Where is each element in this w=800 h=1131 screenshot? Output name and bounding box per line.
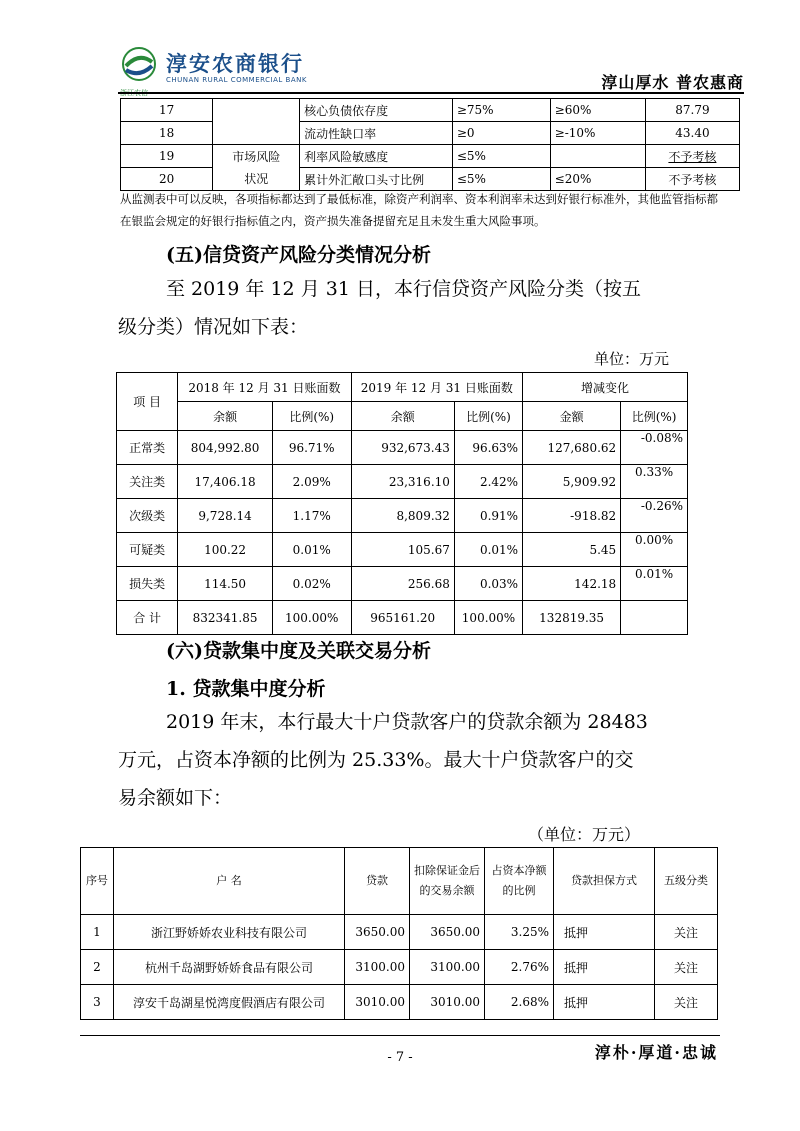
class-name: 正常类 <box>117 431 178 465</box>
header-ratio: 占资本净额的比例 <box>485 848 554 915</box>
client-guarantee: 抵押 <box>554 985 655 1020</box>
group-header-change: 增减变化 <box>523 373 688 402</box>
change-ratio: 0.01% <box>621 567 688 601</box>
indicator-standard: ≥75% <box>452 99 550 122</box>
group-header-2018: 2018 年 12 月 31 日账面数 <box>178 373 351 402</box>
indicator-good-standard <box>550 145 645 168</box>
table-row <box>117 533 688 567</box>
balance-2018: 17,406.18 <box>178 465 273 499</box>
table-row <box>117 431 688 465</box>
client-net-balance: 3650.00 <box>410 915 485 950</box>
indicator-name: 流动性缺口率 <box>300 122 453 145</box>
section-6-unit: （单位：万元） <box>528 825 641 844</box>
indicator-value: 87.79 <box>645 99 739 122</box>
change-amount: 5,909.92 <box>523 465 621 499</box>
table-header-row <box>81 848 718 915</box>
client-guarantee: 抵押 <box>554 950 655 985</box>
indicator-good-standard: ≥-10% <box>550 122 645 145</box>
logo-subtext: 浙江农信 <box>120 89 148 97</box>
total-balance-2018: 832341.85 <box>178 601 273 635</box>
ratio-2018: 0.01% <box>272 533 351 567</box>
category-label-line2: 状况 <box>213 168 300 191</box>
change-amount: -918.82 <box>523 499 621 533</box>
client-number: 1 <box>81 915 114 950</box>
balance-2019: 105.67 <box>351 533 454 567</box>
table-row <box>81 985 718 1020</box>
total-balance-2019: 965161.20 <box>351 601 454 635</box>
subheader-ratio-2019: 比例(%) <box>454 402 522 431</box>
header-divider <box>118 92 744 94</box>
class-name: 关注类 <box>117 465 178 499</box>
table-row <box>121 145 740 168</box>
indicator-standard: ≥0 <box>452 122 550 145</box>
indicator-value: 不予考核 <box>645 168 739 191</box>
indicator-value: 不予考核 <box>645 145 739 168</box>
section-5-paragraph-line2: 级分类）情况如下表： <box>118 316 309 338</box>
table-row <box>117 499 688 533</box>
header-slogan: 淳山厚水 普农惠商 <box>601 73 744 92</box>
section-6-title: (六)贷款集中度及关联交易分析 <box>166 640 431 662</box>
row-number: 18 <box>121 122 213 145</box>
indicator-table <box>120 98 740 191</box>
header-classification: 五级分类 <box>655 848 718 915</box>
class-name: 损失类 <box>117 567 178 601</box>
client-ratio: 3.25% <box>485 915 554 950</box>
ratio-2018: 1.17% <box>272 499 351 533</box>
client-classification: 关注 <box>655 915 718 950</box>
balance-2019: 8,809.32 <box>351 499 454 533</box>
client-ratio: 2.68% <box>485 985 554 1020</box>
subheader-balance-2019: 余额 <box>351 402 454 431</box>
ratio-2018: 96.71% <box>272 431 351 465</box>
client-loan: 3010.00 <box>345 985 410 1020</box>
row-number: 19 <box>121 145 213 168</box>
page-number: - 7 - <box>387 1050 413 1065</box>
header-name: 户 名 <box>114 848 345 915</box>
indicator-name: 累计外汇敞口头寸比例 <box>300 168 453 191</box>
subheader-ratio-2018: 比例(%) <box>272 402 351 431</box>
client-name: 杭州千岛湖野娇娇食品有限公司 <box>114 950 345 985</box>
change-amount: 127,680.62 <box>523 431 621 465</box>
total-ratio-2019: 100.00% <box>454 601 522 635</box>
balance-2018: 100.22 <box>178 533 273 567</box>
row-number: 17 <box>121 99 213 122</box>
table-total-row <box>117 601 688 635</box>
category-cell-empty <box>213 99 300 145</box>
balance-2018: 9,728.14 <box>178 499 273 533</box>
client-loan: 3100.00 <box>345 950 410 985</box>
section-6-paragraph-line1: 2019 年末，本行最大十户贷款客户的贷款余额为 28483 <box>166 711 648 733</box>
indicator-name: 利率风险敏感度 <box>300 145 453 168</box>
change-amount: 5.45 <box>523 533 621 567</box>
indicator-value: 43.40 <box>645 122 739 145</box>
client-classification: 关注 <box>655 950 718 985</box>
subheader-change-ratio: 比例(%) <box>621 402 688 431</box>
table-subheader-row <box>117 402 688 431</box>
section-6-subtitle: 1. 贷款集中度分析 <box>166 678 326 700</box>
client-guarantee: 抵押 <box>554 915 655 950</box>
subheader-balance-2018: 余额 <box>178 402 273 431</box>
table-row <box>81 915 718 950</box>
client-name: 淳安千岛湖星悦湾度假酒店有限公司 <box>114 985 345 1020</box>
indicator-standard: ≤5% <box>452 168 550 191</box>
class-name: 次级类 <box>117 499 178 533</box>
indicator-name: 核心负债依存度 <box>300 99 453 122</box>
ratio-2018: 2.09% <box>272 465 351 499</box>
footer-divider <box>80 1035 720 1036</box>
header-net-balance: 扣除保证金后的交易余额 <box>410 848 485 915</box>
balance-2019: 256.68 <box>351 567 454 601</box>
change-ratio: -0.26% <box>621 499 688 533</box>
indicator-standard: ≤5% <box>452 145 550 168</box>
total-label: 合 计 <box>117 601 178 635</box>
ratio-2019: 0.01% <box>454 533 522 567</box>
balance-2019: 932,673.43 <box>351 431 454 465</box>
subheader-change-amount: 金额 <box>523 402 621 431</box>
ratio-2019: 96.63% <box>454 431 522 465</box>
item-header: 项 目 <box>117 373 178 431</box>
section-5-paragraph-line1: 至 2019 年 12 月 31 日，本行信贷资产风险分类（按五 <box>166 278 641 300</box>
header-number: 序号 <box>81 848 114 915</box>
ratio-2019: 2.42% <box>454 465 522 499</box>
indicator-good-standard: ≥60% <box>550 99 645 122</box>
total-change-ratio <box>621 601 688 635</box>
client-classification: 关注 <box>655 985 718 1020</box>
table-row <box>81 950 718 985</box>
ratio-2018: 0.02% <box>272 567 351 601</box>
indicator-good-standard: ≤20% <box>550 168 645 191</box>
table-header-row <box>117 373 688 402</box>
classification-table <box>116 372 688 635</box>
section-6-paragraph-line3: 易余额如下： <box>118 787 233 809</box>
footer-motto: 淳朴·厚道·忠诚 <box>594 1043 718 1062</box>
table-row <box>117 567 688 601</box>
change-amount: 142.18 <box>523 567 621 601</box>
ratio-2019: 0.03% <box>454 567 522 601</box>
client-ratio: 2.76% <box>485 950 554 985</box>
class-name: 可疑类 <box>117 533 178 567</box>
section-6-paragraph-line2: 万元，占资本净额的比例为 25.33%。最大十户贷款客户的交 <box>118 749 634 771</box>
bank-name-en: CHUNAN RURAL COMMERCIAL BANK <box>166 76 307 84</box>
page-header <box>118 38 744 98</box>
header-loan: 贷款 <box>345 848 410 915</box>
change-ratio: 0.33% <box>621 465 688 499</box>
client-number: 2 <box>81 950 114 985</box>
table-row <box>121 99 740 122</box>
ratio-2019: 0.91% <box>454 499 522 533</box>
indicator-note: 从监测表中可以反映，各项指标都达到了最低标准，除资产利润率、资本利润率未达到好银行标准外，其他监管指标都在银监会规定的好银行指标值之内，资产损失准备提留充足且未发生重大风险事项。 <box>120 192 718 228</box>
table-row <box>117 465 688 499</box>
balance-2018: 114.50 <box>178 567 273 601</box>
bank-name: 淳安农商银行 <box>166 51 304 76</box>
client-loan: 3650.00 <box>345 915 410 950</box>
balance-2018: 804,992.80 <box>178 431 273 465</box>
section-5-unit: 单位：万元 <box>594 350 670 368</box>
section-5-title: (五)信贷资产风险分类情况分析 <box>166 244 431 266</box>
client-name: 浙江野娇娇农业科技有限公司 <box>114 915 345 950</box>
change-ratio: 0.00% <box>621 533 688 567</box>
group-header-2019: 2019 年 12 月 31 日账面数 <box>351 373 523 402</box>
category-label-line1: 市场风险 <box>213 145 300 168</box>
total-change-amount: 132819.35 <box>523 601 621 635</box>
client-number: 3 <box>81 985 114 1020</box>
client-net-balance: 3100.00 <box>410 950 485 985</box>
client-net-balance: 3010.00 <box>410 985 485 1020</box>
bank-logo-icon <box>118 46 160 86</box>
total-ratio-2018: 100.00% <box>272 601 351 635</box>
row-number: 20 <box>121 168 213 191</box>
balance-2019: 23,316.10 <box>351 465 454 499</box>
top-clients-table <box>80 847 718 1020</box>
header-guarantee: 贷款担保方式 <box>554 848 655 915</box>
change-ratio: -0.08% <box>621 431 688 465</box>
